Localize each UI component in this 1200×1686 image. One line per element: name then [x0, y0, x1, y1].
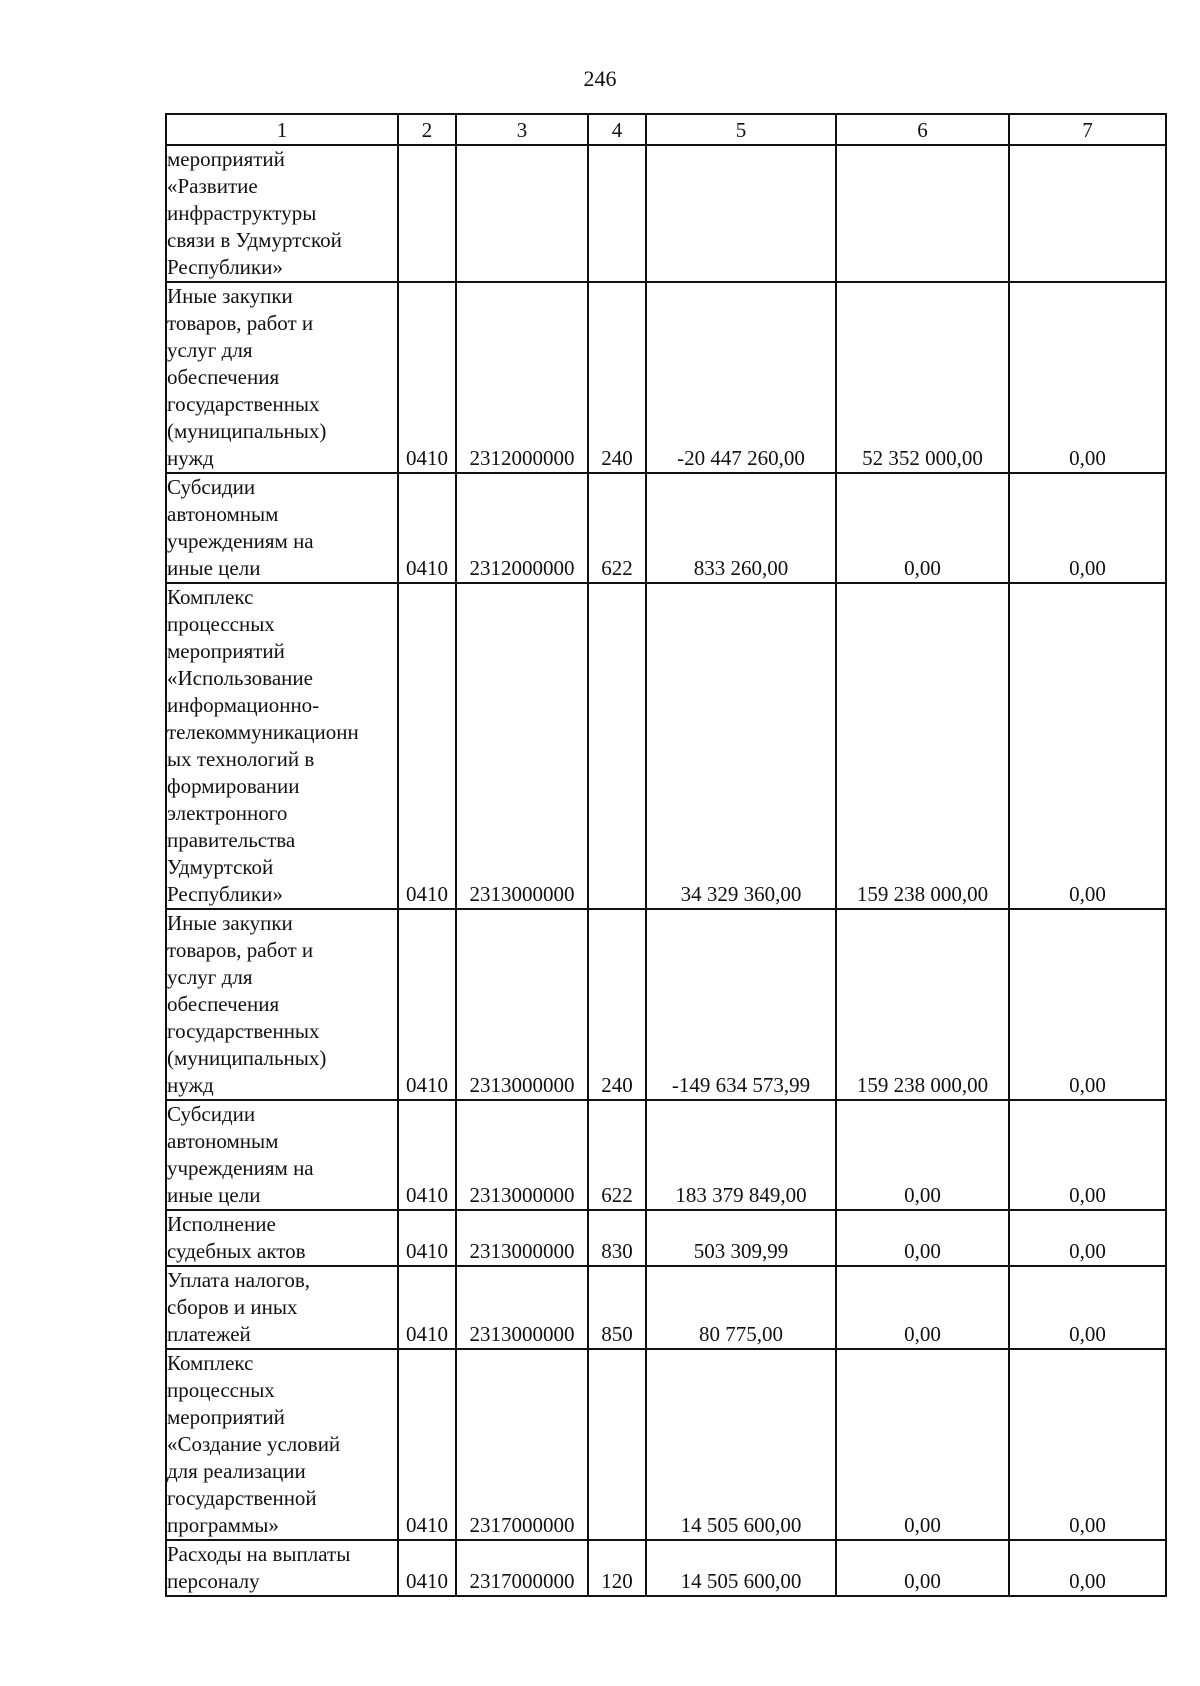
item-name-cell: мероприятий «Развитие инфраструктуры связи в Удмуртской Республики» — [166, 145, 398, 282]
column-header: 5 — [646, 114, 836, 145]
section-code-cell: 0410 — [398, 282, 456, 473]
item-name-cell: Иные закупки товаров, работ и услуг для обеспечения государственных (муниципальных) нужд — [166, 909, 398, 1100]
expense-type-cell: 850 — [588, 1266, 646, 1349]
section-code-cell: 0410 — [398, 1210, 456, 1266]
expense-type-cell: 120 — [588, 1540, 646, 1596]
table-row — [166, 1349, 1166, 1540]
amount-column-7-cell: 0,00 — [1009, 1210, 1166, 1266]
target-article-cell: 2313000000 — [456, 583, 588, 909]
column-header: 7 — [1009, 114, 1166, 145]
column-header: 6 — [836, 114, 1009, 145]
amount-column-5-cell — [646, 145, 836, 282]
amount-column-7-cell: 0,00 — [1009, 1349, 1166, 1540]
amount-column-6-cell: 0,00 — [836, 1349, 1009, 1540]
column-header: 2 — [398, 114, 456, 145]
target-article-cell: 2313000000 — [456, 909, 588, 1100]
amount-column-7-cell: 0,00 — [1009, 1266, 1166, 1349]
item-name-cell: Исполнение судебных актов — [166, 1210, 398, 1266]
amount-column-6-cell: 159 238 000,00 — [836, 583, 1009, 909]
amount-column-5-cell: 183 379 849,00 — [646, 1100, 836, 1210]
amount-column-6-cell — [836, 145, 1009, 282]
amount-column-7-cell: 0,00 — [1009, 473, 1166, 583]
budget-table — [165, 113, 1167, 1597]
amount-column-5-cell: -149 634 573,99 — [646, 909, 836, 1100]
section-code-cell — [398, 145, 456, 282]
item-name-cell: Иные закупки товаров, работ и услуг для обеспечения государственных (муниципальных) нужд — [166, 282, 398, 473]
amount-column-5-cell: -20 447 260,00 — [646, 282, 836, 473]
expense-type-cell: 622 — [588, 473, 646, 583]
table-row — [166, 1210, 1166, 1266]
column-header: 3 — [456, 114, 588, 145]
expense-type-cell: 240 — [588, 909, 646, 1100]
amount-column-6-cell: 0,00 — [836, 1266, 1009, 1349]
item-name-cell: Уплата налогов, сборов и иных платежей — [166, 1266, 398, 1349]
table-row — [166, 145, 1166, 282]
table-row — [166, 583, 1166, 909]
amount-column-6-cell: 0,00 — [836, 1540, 1009, 1596]
column-header: 4 — [588, 114, 646, 145]
amount-column-5-cell: 14 505 600,00 — [646, 1349, 836, 1540]
table-row — [166, 473, 1166, 583]
expense-type-cell — [588, 145, 646, 282]
section-code-cell: 0410 — [398, 1540, 456, 1596]
table-row — [166, 1540, 1166, 1596]
item-name-cell: Субсидии автономным учреждениям на иные цели — [166, 473, 398, 583]
expense-type-cell: 830 — [588, 1210, 646, 1266]
target-article-cell: 2313000000 — [456, 1100, 588, 1210]
amount-column-5-cell: 80 775,00 — [646, 1266, 836, 1349]
amount-column-7-cell: 0,00 — [1009, 1100, 1166, 1210]
expense-type-cell: 240 — [588, 282, 646, 473]
amount-column-6-cell: 0,00 — [836, 1210, 1009, 1266]
table-row — [166, 1266, 1166, 1349]
column-header: 1 — [166, 114, 398, 145]
item-name-cell: Расходы на выплаты персоналу — [166, 1540, 398, 1596]
item-name-cell: Комплекс процессных мероприятий «Создание условий для реализации государственной программы» — [166, 1349, 398, 1540]
amount-column-7-cell: 0,00 — [1009, 909, 1166, 1100]
amount-column-7-cell — [1009, 145, 1166, 282]
item-name-cell: Субсидии автономным учреждениям на иные цели — [166, 1100, 398, 1210]
amount-column-5-cell: 14 505 600,00 — [646, 1540, 836, 1596]
target-article-cell — [456, 145, 588, 282]
table-row — [166, 909, 1166, 1100]
target-article-cell: 2317000000 — [456, 1540, 588, 1596]
table-row — [166, 282, 1166, 473]
amount-column-7-cell: 0,00 — [1009, 282, 1166, 473]
column-number-row — [166, 114, 1166, 145]
section-code-cell: 0410 — [398, 473, 456, 583]
amount-column-5-cell: 503 309,99 — [646, 1210, 836, 1266]
item-name-cell: Комплекс процессных мероприятий «Использование информационно- телекоммуникационн ых технологий в формировании электронного правительства Удмуртской Республики» — [166, 583, 398, 909]
expense-type-cell — [588, 1349, 646, 1540]
amount-column-7-cell: 0,00 — [1009, 1540, 1166, 1596]
section-code-cell: 0410 — [398, 1100, 456, 1210]
section-code-cell: 0410 — [398, 583, 456, 909]
target-article-cell: 2312000000 — [456, 282, 588, 473]
section-code-cell: 0410 — [398, 1266, 456, 1349]
amount-column-5-cell: 34 329 360,00 — [646, 583, 836, 909]
amount-column-6-cell: 0,00 — [836, 1100, 1009, 1210]
expense-type-cell — [588, 583, 646, 909]
target-article-cell: 2317000000 — [456, 1349, 588, 1540]
target-article-cell: 2313000000 — [456, 1266, 588, 1349]
expense-type-cell: 622 — [588, 1100, 646, 1210]
page-number: 246 — [583, 66, 617, 91]
target-article-cell: 2313000000 — [456, 1210, 588, 1266]
amount-column-5-cell: 833 260,00 — [646, 473, 836, 583]
amount-column-7-cell: 0,00 — [1009, 583, 1166, 909]
amount-column-6-cell: 0,00 — [836, 473, 1009, 583]
amount-column-6-cell: 52 352 000,00 — [836, 282, 1009, 473]
target-article-cell: 2312000000 — [456, 473, 588, 583]
amount-column-6-cell: 159 238 000,00 — [836, 909, 1009, 1100]
section-code-cell: 0410 — [398, 1349, 456, 1540]
table-row — [166, 1100, 1166, 1210]
section-code-cell: 0410 — [398, 909, 456, 1100]
